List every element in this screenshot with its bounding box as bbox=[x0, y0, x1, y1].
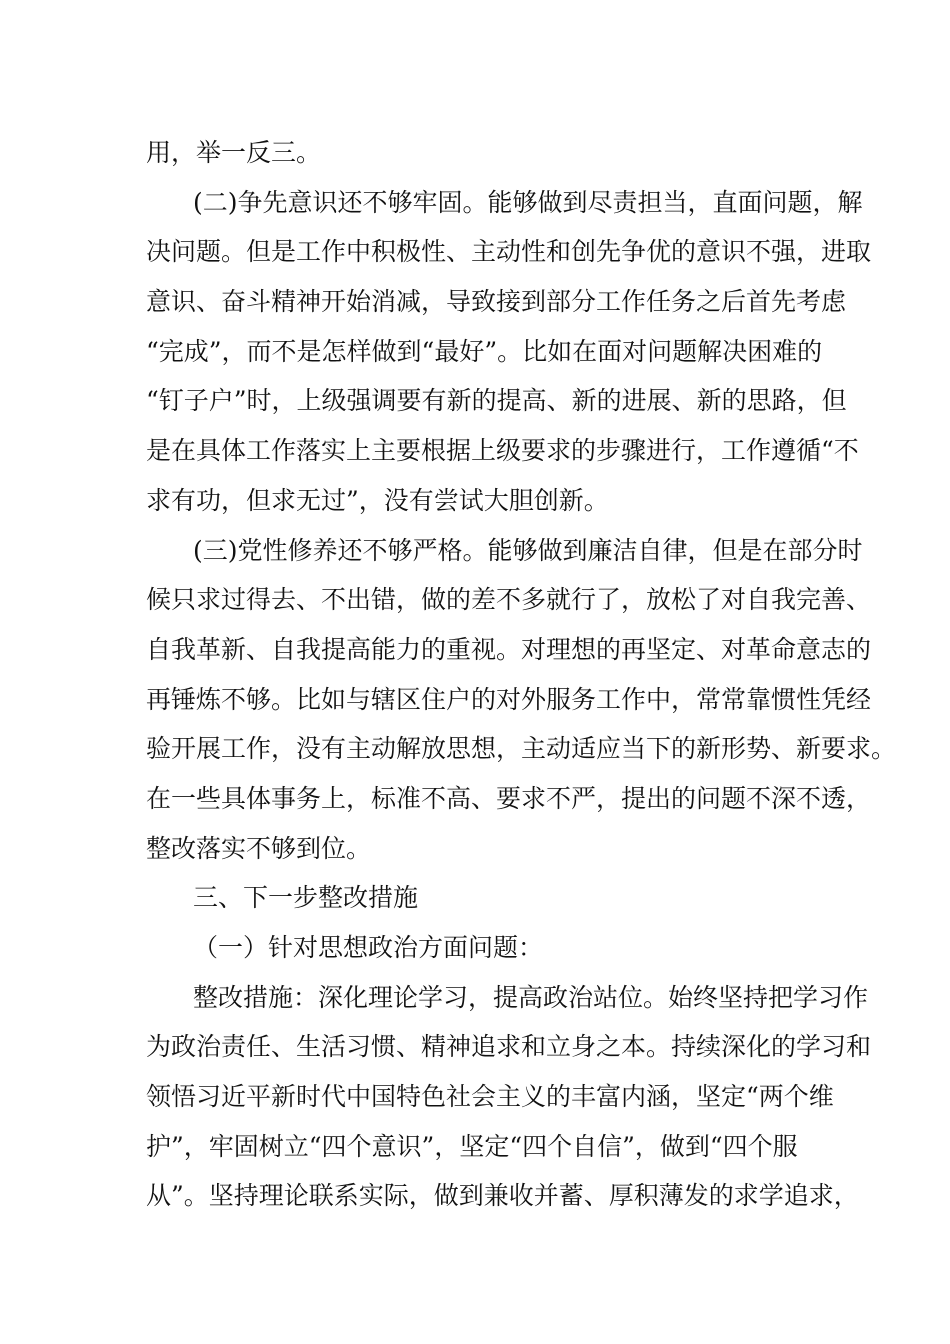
subsection-heading: （一）针对思想政治方面问题： bbox=[193, 933, 544, 962]
text-line: (二)争先意识还不够牢固。能够做到尽责担当，直面问题，解 bbox=[193, 187, 863, 217]
text-line: 为政治责任、生活习惯、精神追求和立身之本。持续深化的学习和 bbox=[146, 1032, 872, 1062]
text-line: “完成”，而不是怎样做到“最好”。比如在面对问题解决困难的 bbox=[146, 336, 823, 366]
document-body bbox=[146, 132, 897, 1225]
text-line: 在一些具体事务上，标准不高、要求不严，提出的问题不深不透， bbox=[146, 783, 872, 813]
text-line: 意识、奋斗精神开始消减，导致接到部分工作任务之后首先考虑 bbox=[146, 287, 847, 317]
text-line: 是在具体工作落实上主要根据上级要求的步骤进行，工作遵循“不 bbox=[146, 436, 859, 466]
text-line: (三)党性修养还不够严格。能够做到廉洁自律，但是在部分时 bbox=[193, 535, 863, 565]
text-line: 用，举一反三。 bbox=[146, 138, 322, 167]
text-line: 决问题。但是工作中积极性、主动性和创先争优的意识不强，进取 bbox=[146, 237, 872, 267]
text-line: 领悟习近平新时代中国特色社会主义的丰富内涵，坚定“两个维 bbox=[146, 1082, 834, 1112]
text-line: 验开展工作，没有主动解放思想，主动适应当下的新形势、新要求。 bbox=[146, 734, 897, 764]
text-line: 求有功，但求无过”，没有尝试大胆创新。 bbox=[146, 485, 609, 515]
text-line: “钉子户”时，上级强调要有新的提高、新的进展、新的思路，但 bbox=[146, 386, 847, 416]
text-line: 再锤炼不够。比如与辖区住户的对外服务工作中，常常靠惯性凭经 bbox=[146, 684, 872, 714]
text-line: 整改措施：深化理论学习，提高政治站位。始终坚持把学习作 bbox=[193, 982, 869, 1012]
section-heading: 三、下一步整改措施 bbox=[193, 883, 419, 913]
text-line: 从”。坚持理论联系实际，做到兼收并蓄、厚积薄发的求学追求， bbox=[146, 1181, 859, 1211]
text-line: 护”，牢固树立“四个意识”，坚定“四个自信”，做到“四个服 bbox=[146, 1131, 798, 1161]
text-line: 自我革新、自我提高能力的重视。对理想的再坚定、对革命意志的 bbox=[146, 634, 872, 664]
text-line: 候只求过得去、不出错，做的差不多就行了，放松了对自我完善、 bbox=[146, 585, 872, 615]
text-line: 整改落实不够到位。 bbox=[146, 833, 372, 863]
